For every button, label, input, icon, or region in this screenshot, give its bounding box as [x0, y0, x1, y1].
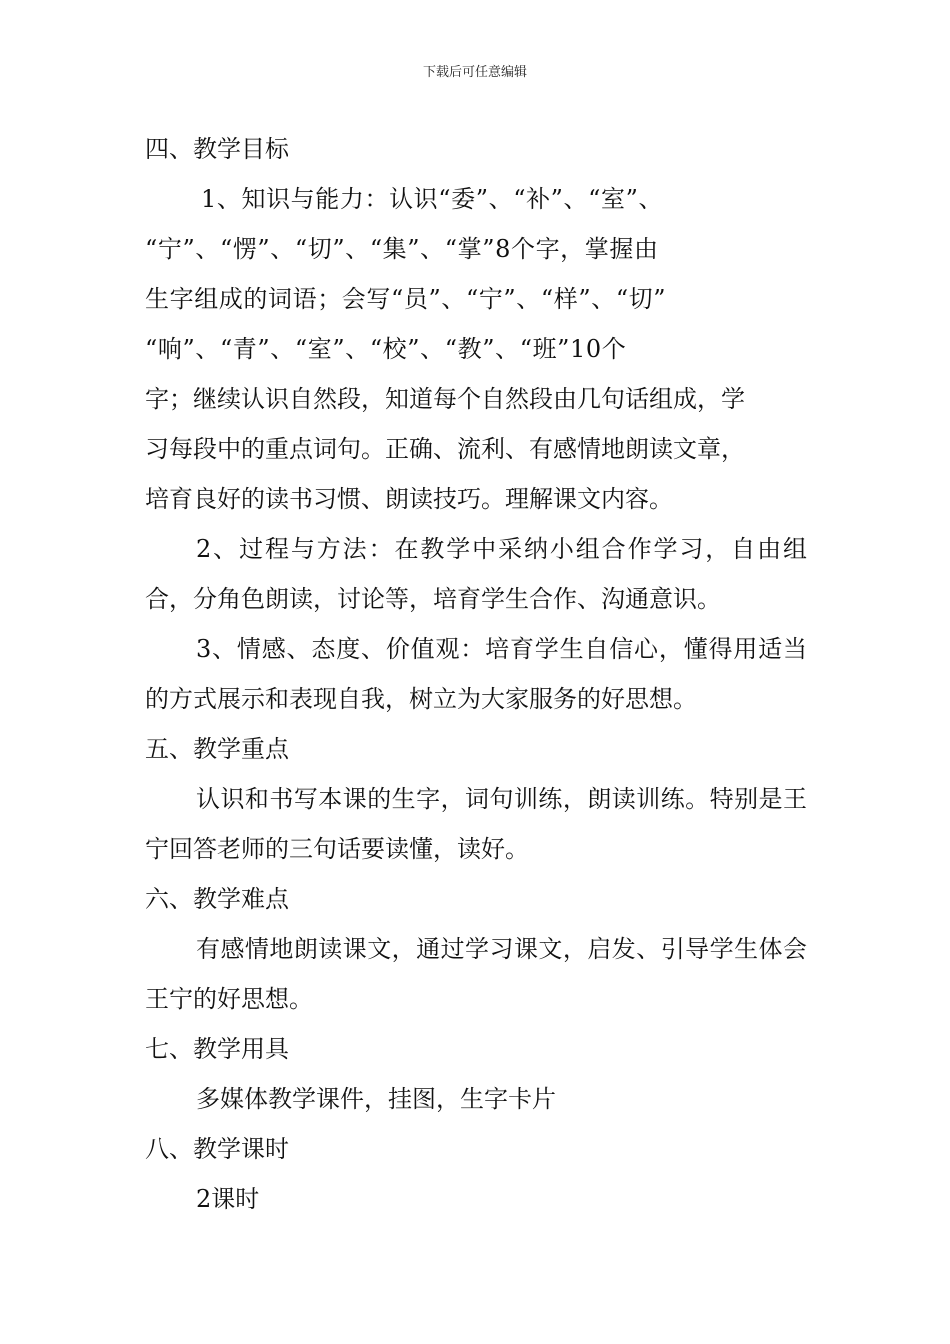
tools-paragraph: 多媒体教学课件，挂图，生字卡片 [196, 1085, 556, 1113]
difficulties-paragraph: 有感情地朗读课文，通过学习课文，启发、引导学生体会王宁的好思想。 [145, 935, 807, 1013]
document-body [145, 124, 807, 1224]
goal-1-line: “宁”、“愣”、“切”、“集”、“掌”8个字，掌握由 [145, 235, 659, 263]
goal-1-line: 字；继续认识自然段，知道每个自然段由几句话组成，学 [145, 385, 745, 413]
section-heading-tools: 七、教学用具 [145, 1035, 289, 1063]
section-heading-hours: 八、教学课时 [145, 1135, 289, 1163]
section-heading-difficulties: 六、教学难点 [145, 885, 289, 913]
goal-1-paragraph [145, 174, 807, 524]
section-heading-goals: 四、教学目标 [145, 135, 289, 163]
hours-paragraph: 2课时 [196, 1185, 260, 1213]
goal-1-line: 生字组成的词语；会写“员”、“宁”、“样”、“切” [145, 285, 667, 313]
key-points-paragraph: 认识和书写本课的生字，词句训练，朗读训练。特别是王宁回答老师的三句话要读懂，读好。 [145, 785, 807, 863]
goal-1-line: 1、知识与能力：认识“委”、“补”、“室”、 [201, 185, 664, 213]
goal-2-paragraph: 2、过程与方法：在教学中采纳小组合作学习，自由组合，分角色朗读，讨论等，培育学生合作、沟通意识。 [145, 535, 807, 613]
goal-3-paragraph: 3、情感、态度、价值观：培育学生自信心，懂得用适当的方式展示和表现自我，树立为大家服务的好思想。 [145, 635, 807, 713]
section-heading-key-points: 五、教学重点 [145, 735, 289, 763]
page-header: 下载后可任意编辑 [422, 65, 527, 80]
goal-1-line: 培育良好的读书习惯、朗读技巧。理解课文内容。 [145, 485, 673, 513]
goal-1-line: 习每段中的重点词句。正确、流利、有感情地朗读文章， [145, 435, 745, 463]
goal-1-line: “响”、“青”、“室”、“校”、“教”、“班”10个 [145, 335, 627, 363]
